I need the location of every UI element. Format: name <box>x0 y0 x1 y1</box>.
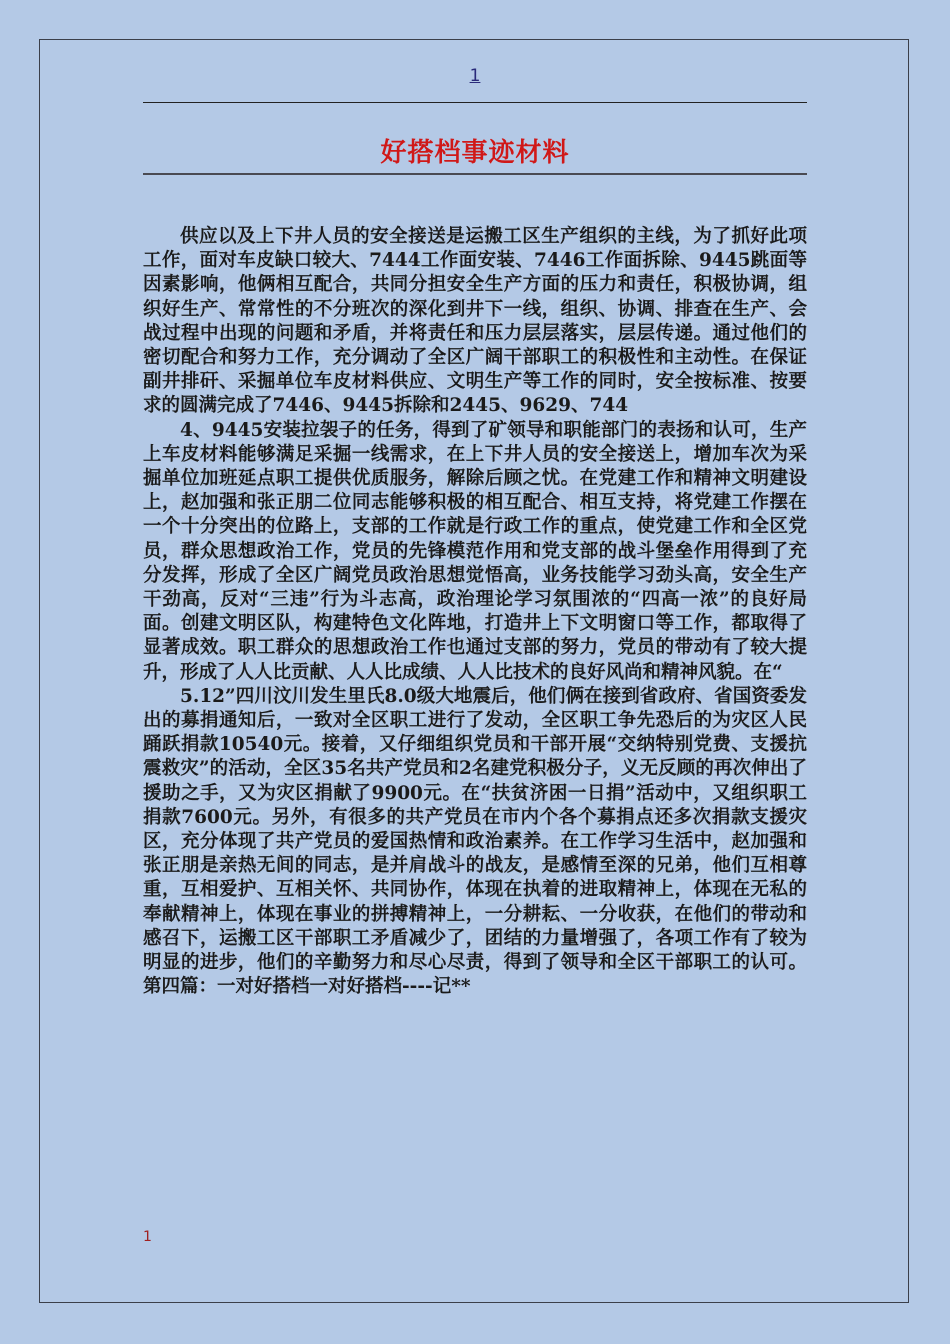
paragraph: 4、9445安装拉袈子的任务，得到了矿领导和职能部门的表扬和认可，生产上车皮材料能够满足采掘一线需求，在上下井人员的安全接送上，增加车次为采掘单位加班延点职工提供优质服务，解除后顾之忧。在党建工作和精神文明建设上，赵加强和张正朋二位同志能够积极的相互配合、相互支持，将党建工作摆在一个十分突出的位路上，支部的工作就是行政工作的重点，使党建工作和全区党员，群众思想政治工作，党员的先锋模范作用和党支部的战斗堡垒作用得到了充分发挥，形成了全区广阔党员政治思想觉悟高，业务技能学习劲头高，安全生产干劲高，反对“三违”行为斗志高，政治理论学习氛围浓的“四高一浓”的良好局面。创建文明区队，构建特色文化阵地，打造井上下文明窗口等工作，都取得了显著成效。职工群众的思想政治工作也通过支部的努力，党员的带动有了较大提升，形成了人人比贡献、人人比成绩、人人比技术的良好风尚和精神风貌。在“ <box>143 419 807 683</box>
document-body <box>143 225 807 1000</box>
document-title: 好搭档事迹材料 <box>380 138 570 168</box>
footer-page-number: 1 <box>143 1229 152 1245</box>
title-divider <box>143 173 807 175</box>
paragraph: 5.12”四川汶川发生里氏8.0级大地震后，他们俩在接到省政府、省国资委发出的募捐通知后，一致对全区职工进行了发动，全区职工争先恐后的为灾区人民踊跃捐款10540元。接着，又仔细组织党员和干部开展“交纳特别党费、支援抗震救灾”的活动，全区35名共产党员和2名建党积极分子，义无反顾的再次伸出了援助之手，又为灾区捐献了9900元。在“扶贫济困一日捐”活动中，又组织职工捐款7600元。另外，有很多的共产党员在市内个各个募捐点还多次捐款支援灾区，充分体现了共产党员的爱国热情和政治素养。在工作学习生活中，赵加强和张正朋是亲热无间的同志，是并肩战斗的战友，是感情至深的兄弟，他们互相尊重，互相爱护、互相关怀、共同协作，体现在执着的进取精神上，体现在无私的奉献精神上，体现在事业的拼搏精神上，一分耕耘、一分收获，在他们的带动和感召下，运搬工区干部职工矛盾减少了，团结的力量增强了，各项工作有了较为明显的进步，他们的辛勤努力和尽心尽责，得到了领导和全区干部职工的认可。第四篇：一对好搭档一对好搭档----记** <box>143 685 807 998</box>
header-divider <box>143 102 807 103</box>
paragraph: 供应以及上下井人员的安全接送是运搬工区生产组织的主线，为了抓好此项工作，面对车皮缺口较大、7444工作面安装、7446工作面拆除、9445跳面等因素影响，他俩相互配合，共同分担安全生产方面的压力和责任，积极协调，组织好生产、常常性的不分班次的深化到井下一线，组织、协调、排查在生产、会战过程中出现的问题和矛盾，并将责任和压力层层落实，层层传递。通过他们的密切配合和努力工作，充分调动了全区广阔干部职工的积极性和主动性。在保证副井排矸、采掘单位车皮材料供应、文明生产等工作的同时，安全按标准、按要求的圆满完成了7446、9445拆除和2445、9629、744 <box>143 226 807 417</box>
header-page-number: 1 <box>469 66 481 86</box>
